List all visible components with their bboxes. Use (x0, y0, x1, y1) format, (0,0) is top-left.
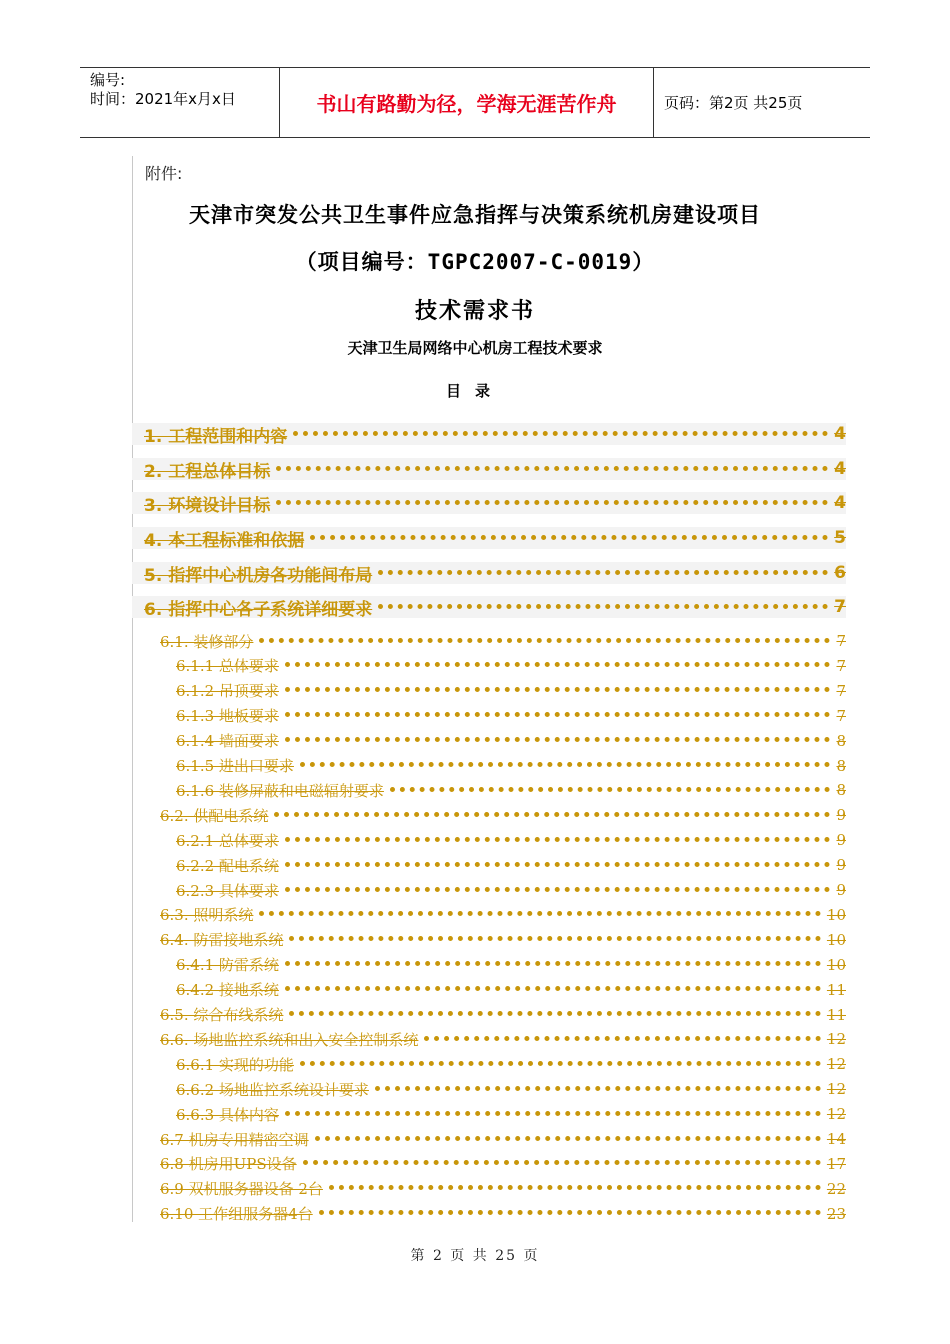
toc-entry-page: 14 (826, 1130, 846, 1148)
toc-leader-dots (259, 638, 830, 643)
toc-entry-page: 9 (836, 881, 846, 899)
toc-entry-label: 6.6. 场地监控系统和出入安全控制系统 (160, 1030, 419, 1049)
toc-leader-dots (378, 604, 828, 609)
toc-entry-label: 6.1.4 墙面要求 (176, 732, 279, 751)
toc-entry[interactable] (132, 527, 846, 549)
toc-entry[interactable] (132, 596, 846, 618)
project-number: （项目编号：TGPC2007-C-0019） (295, 250, 655, 274)
toc-entry-page: 9 (836, 856, 846, 875)
toc-leader-dots (329, 1185, 821, 1190)
toc-leader-dots (289, 936, 821, 941)
toc-entry-label: 6.4.2 接地系统 (176, 981, 279, 1000)
toc-entry-label: 6.5. 综合布线系统 (160, 1006, 284, 1024)
toc-leader-dots (319, 1210, 821, 1215)
toc-entry-page: 17 (826, 1154, 846, 1173)
toc-leader-dots (300, 762, 831, 767)
toc-entry[interactable] (132, 731, 846, 751)
toc-entry[interactable] (132, 492, 846, 514)
toc-entry-label: 6.1.2 吊顶要求 (176, 682, 279, 701)
toc-entry-label: 6.6.1 实现的功能 (176, 1055, 294, 1074)
toc-leader-dots (424, 1036, 821, 1041)
toc-entry-label: 6.6.3 具体内容 (176, 1105, 279, 1124)
toc-entry-page: 11 (826, 980, 846, 999)
toc-leader-dots (285, 737, 831, 742)
toc-entry-label: 6.10 工作组服务器4台 (160, 1205, 313, 1224)
document-title: 天津市突发公共卫生事件应急指挥与决策系统机房建设项目 (189, 202, 761, 227)
toc-entry-page: 5 (834, 528, 846, 548)
toc-entry-label: 6.2. 供配电系统 (160, 806, 269, 825)
toc-entry-page: 10 (826, 955, 846, 974)
toc-entry-page: 10 (826, 930, 846, 949)
toc-entry-label: 5. 指挥中心机房各功能间布局 (144, 565, 373, 586)
toc-entry[interactable] (132, 855, 846, 875)
toc-entry[interactable] (132, 1204, 846, 1224)
toc-entry[interactable] (132, 930, 846, 950)
toc-entry-page: 11 (826, 1005, 846, 1024)
toc-entry-label: 6.4. 防雷接地系统 (160, 931, 284, 950)
toc-entry[interactable] (132, 631, 846, 651)
toc-entry[interactable] (132, 681, 846, 701)
toc-leader-dots (293, 431, 828, 436)
toc-entry[interactable] (132, 423, 846, 445)
toc-leader-dots (378, 570, 828, 575)
toc-entry-label: 4. 本工程标准和依据 (144, 530, 305, 551)
toc-leader-dots (285, 712, 831, 717)
header-motto: 书山有路勤为径，学海无涯苦作舟 (280, 68, 654, 137)
toc-entry-label: 6.1.6 装修屏蔽和电磁辐射要求 (176, 781, 384, 800)
page-footer: 第 2 页 共 25 页 (410, 1248, 540, 1264)
toc-entry-page: 7 (836, 632, 846, 650)
toc-entry-label: 6.1.5 进出口要求 (176, 757, 294, 775)
toc-leader-dots (276, 500, 828, 505)
toc-entry[interactable] (132, 830, 846, 850)
toc-entry-page: 12 (826, 1105, 846, 1124)
toc-entry[interactable] (132, 955, 846, 975)
toc-leader-dots (289, 1011, 821, 1016)
toc-entry[interactable] (132, 1005, 846, 1025)
toc-leader-dots (375, 1086, 821, 1091)
toc-leader-dots (276, 466, 828, 471)
toc-entry-page: 8 (836, 756, 846, 775)
toc-leader-dots (285, 862, 831, 867)
toc-leader-dots (285, 986, 821, 991)
toc-leader-dots (285, 1111, 821, 1116)
toc-entry[interactable] (132, 780, 846, 800)
toc-entry-label: 2. 工程总体目标 (144, 461, 271, 482)
toc-entry-page: 8 (836, 731, 846, 750)
toc-entry-label: 3. 环境设计目标 (144, 495, 271, 516)
toc-entry-page: 8 (836, 781, 846, 800)
toc-entry[interactable] (132, 1179, 846, 1199)
toc-entry-label: 6.2.2 配电系统 (176, 856, 279, 875)
toc-entry-page: 7 (834, 597, 846, 617)
toc-leader-dots (303, 1160, 821, 1165)
toc-entry-label: 6.2.3 具体要求 (176, 881, 279, 900)
toc-entry-label: 6. 指挥中心各子系统详细要求 (144, 599, 373, 620)
toc-entry[interactable] (132, 1079, 846, 1099)
toc-entry[interactable] (132, 980, 846, 1000)
attachment-label: 附件: (145, 164, 183, 183)
toc-entry[interactable] (132, 756, 846, 776)
toc-entry-label: 6.1. 装修部分 (160, 632, 254, 651)
toc-entry-page: 12 (826, 1080, 846, 1099)
toc-entry-page: 9 (836, 806, 846, 825)
toc-entry-page: 4 (834, 459, 846, 479)
toc-entry-page: 4 (834, 493, 846, 513)
document-type-title: 技术需求书 (414, 298, 535, 324)
toc-entry[interactable] (132, 1154, 846, 1174)
toc-leader-dots (274, 812, 830, 817)
toc-entry[interactable] (132, 1129, 846, 1149)
toc-leader-dots (315, 1136, 821, 1141)
toc-leader-dots (259, 911, 821, 916)
toc-leader-dots (300, 1061, 821, 1066)
toc-entry[interactable] (132, 805, 846, 825)
toc-leader-dots (310, 535, 828, 540)
toc-leader-dots (285, 662, 831, 667)
toc-entry[interactable] (132, 905, 846, 925)
number-label: 编号: (90, 71, 126, 89)
document-subtitle: 天津卫生局网络中心机房工程技术要求 (347, 339, 603, 357)
toc-entry[interactable] (132, 880, 846, 900)
toc-entry-label: 6.1.1 总体要求 (176, 657, 279, 676)
toc-entry[interactable] (132, 1104, 846, 1124)
toc-entry-page: 7 (836, 706, 846, 725)
toc-entry[interactable] (132, 706, 846, 726)
toc-entry-page: 7 (836, 656, 846, 675)
toc-entry-label: 6.3. 照明系统 (160, 906, 254, 925)
toc-entry[interactable] (132, 1054, 846, 1074)
time-label: 时间：2021年x月x日 (90, 90, 236, 108)
toc-leader-dots (285, 837, 831, 842)
toc-entry-page: 10 (826, 905, 846, 924)
toc-entry-page: 22 (826, 1179, 846, 1198)
toc-entry-label: 6.4.1 防雷系统 (176, 956, 279, 975)
toc-leader-dots (390, 787, 831, 792)
toc-entry-label: 6.2.1 总体要求 (176, 831, 279, 850)
toc-leader-dots (285, 961, 821, 966)
toc-entry[interactable] (132, 656, 846, 676)
header-page-info: 页码：第2页 共25页 (664, 94, 803, 112)
toc-leader-dots (285, 687, 831, 692)
toc-entry[interactable] (132, 1029, 846, 1049)
toc-leader-dots (285, 887, 831, 892)
toc-entry-page: 12 (826, 1055, 846, 1074)
toc-entry-label: 1. 工程范围和内容 (144, 426, 288, 447)
toc-entry[interactable] (132, 562, 846, 584)
toc-entry-label: 6.7 机房专用精密空调 (160, 1130, 309, 1149)
toc-entry[interactable] (132, 458, 846, 480)
toc-heading: 目录 (445, 382, 504, 400)
toc-entry-label: 6.1.3 地板要求 (176, 707, 279, 726)
toc-entry-label: 6.8 机房用UPS设备 (160, 1155, 297, 1174)
toc-entry-label: 6.6.2 场地监控系统设计要求 (176, 1080, 369, 1099)
toc-entry-page: 12 (826, 1030, 846, 1049)
toc-entry-page: 4 (834, 424, 846, 444)
toc-entry-page: 9 (836, 831, 846, 850)
toc-entry-page: 6 (834, 563, 846, 583)
toc-entry-label: 6.9 双机服务器设备 2台 (160, 1180, 323, 1199)
toc-entry-page: 7 (836, 681, 846, 700)
toc-entry-page: 23 (826, 1204, 846, 1223)
